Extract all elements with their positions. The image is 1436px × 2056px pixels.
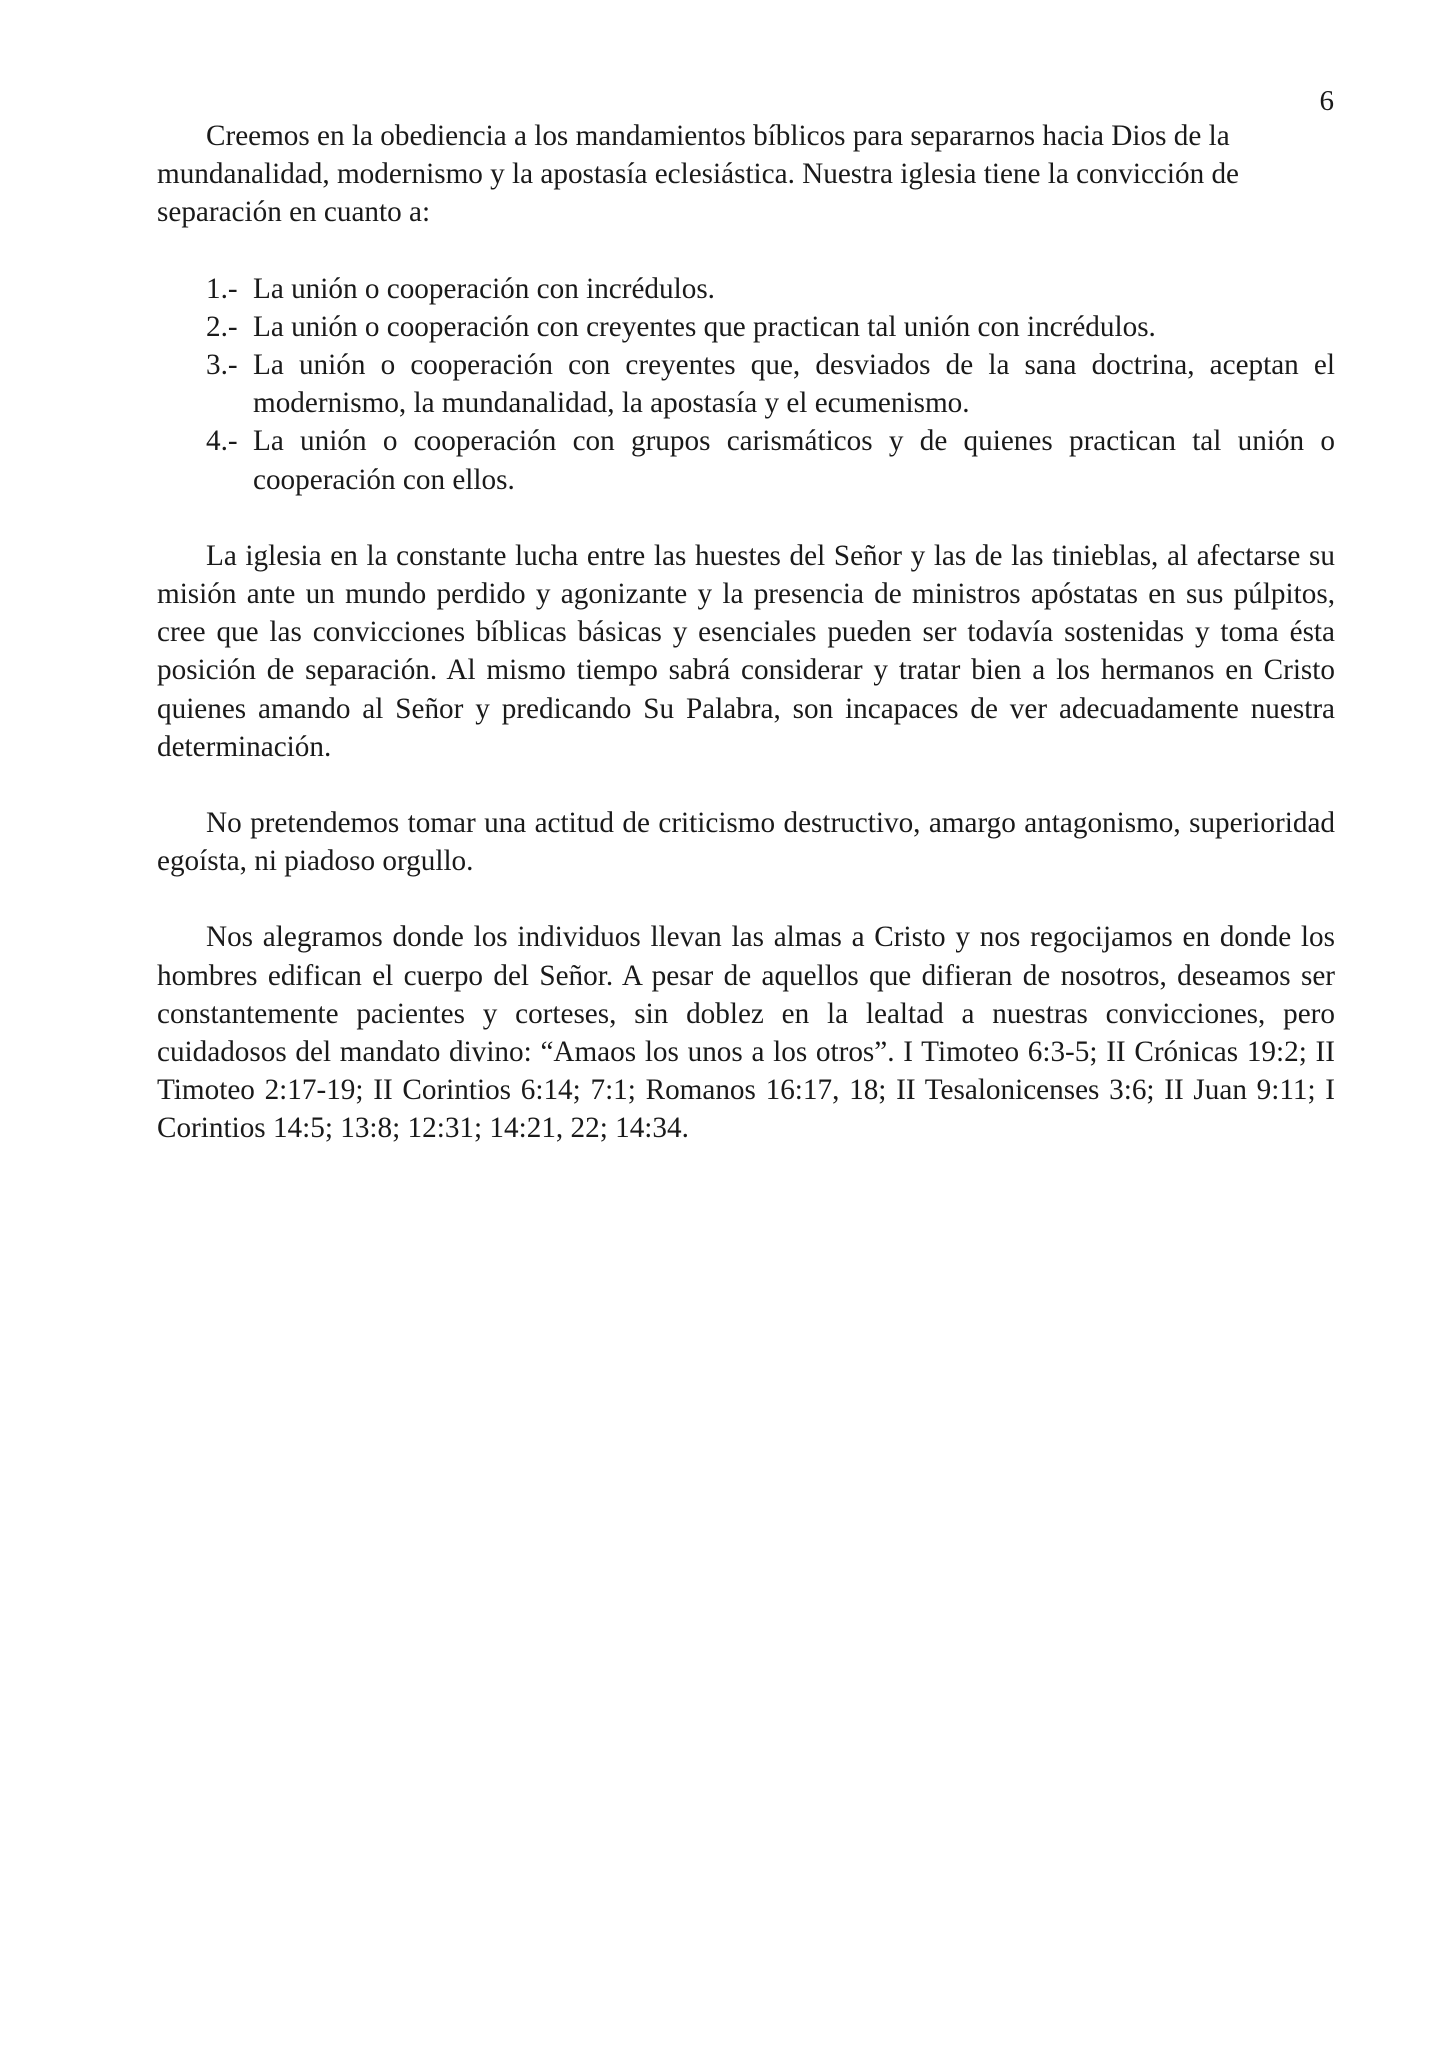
list-item [206, 346, 1335, 422]
list-item [206, 308, 1335, 346]
paragraph-spacer [157, 880, 1335, 918]
list-item-number: 4.- [206, 425, 238, 458]
list-item [206, 422, 1335, 498]
document-body [157, 117, 1335, 1148]
separation-list [206, 270, 1335, 499]
paragraph-rejoice: Nos alegramos donde los individuos llevan las almas a Cristo y nos regocijamos en donde los hombres edifican el cuerpo del Señor. A pesar de aquellos que difieran de nosotros, deseamos ser constantemente pacientes y corteses, sin doblez en la lealtad a nuestras convicciones, pero cuidadosos del mandato divino: “Amaos los unos a los otros”. I Timoteo 6:3-5; II Crónicas 19:2; II Timoteo 2:17-19; II Corintios 6:14; 7:1; Romanos 16:17, 18; II Tesalonicenses 3:6; II Juan 9:11; I Corintios 14:5; 13:8; 12:31; 14:21, 22; 14:34. [157, 921, 1335, 1145]
paragraph-intro: Creemos en la obediencia a los mandamientos bíblicos para separarnos hacia Dios de la mundanalidad, modernismo y la apostasía eclesiástica. Nuestra iglesia tiene la convicción de separación en cuanto a: [157, 120, 1240, 229]
list-item-text: La unión o cooperación con creyentes que practican tal unión con incrédulos. [253, 310, 1156, 343]
list-item-text: La unión o cooperación con incrédulos. [253, 272, 715, 305]
page-number: 6 [1319, 85, 1334, 117]
list-item-number: 2.- [206, 310, 238, 343]
list-item-number: 1.- [206, 272, 238, 305]
paragraph-spacer [157, 766, 1335, 804]
list-item-number: 3.- [206, 349, 238, 382]
paragraph-church-struggle: La iglesia en la constante lucha entre las huestes del Señor y las de las tinieblas, al afectarse su misión ante un mundo perdido y agonizante y la presencia de ministros apóstatas en sus púlpitos, cree que las convicciones bíblicas básicas y esenciales pueden ser todavía sostenidas y toma ésta posición de separación. Al mismo tiempo sabrá considerar y tratar bien a los hermanos en Cristo quienes amando al Señor y predicando Su Palabra, son incapaces de ver adecuadamente nuestra determinación. [157, 539, 1335, 763]
list-item-text: La unión o cooperación con grupos carismáticos y de quienes practican tal unión o cooperación con ellos. [253, 425, 1335, 496]
paragraph-attitude: No pretendemos tomar una actitud de criticismo destructivo, amargo antagonismo, superioridad egoísta, ni piadoso orgullo. [157, 807, 1335, 878]
list-item [206, 270, 1335, 308]
list-item-text: La unión o cooperación con creyentes que, desviados de la sana doctrina, aceptan el modernismo, la mundanalidad, la apostasía y el ecumenismo. [253, 349, 1335, 420]
